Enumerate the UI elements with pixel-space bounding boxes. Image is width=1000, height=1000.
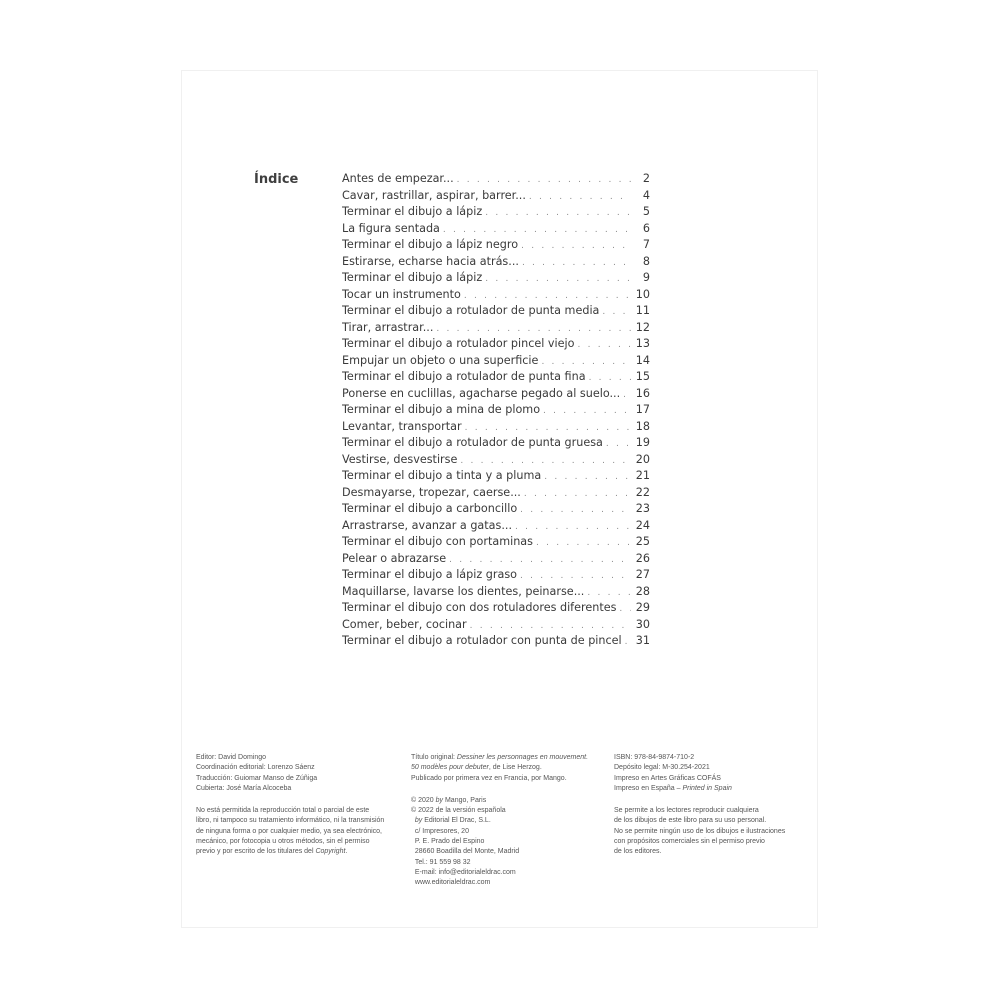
toc-entry-title: Tirar, arrastrar... — [342, 320, 434, 334]
toc-entry-page: 30 — [635, 617, 650, 631]
toc-leader-dots — [623, 387, 631, 403]
toc-entry — [342, 468, 650, 485]
address-line: 28660 Boadilla del Monte, Madrid — [414, 848, 520, 856]
toc-entry-title: Terminar el dibujo a rotulador de punta media — [342, 304, 600, 317]
original-title: Título original: Dessiner les personnages en mouvement. — [411, 754, 589, 761]
toc-leader-dots — [544, 469, 631, 485]
toc-entry-title: Terminar el dibujo a carboncillo — [342, 502, 518, 515]
toc-entry-page: 22 — [635, 485, 650, 499]
credits-column — [196, 753, 386, 858]
toc-entry — [342, 551, 650, 568]
website-text: www.editorialeldrac.com — [414, 879, 491, 887]
credit-translation: Traducción: Guiomar Manso de Zúñiga — [196, 774, 318, 782]
toc-leader-dots — [606, 436, 631, 452]
toc-entry-title: Cavar, rastrillar, aspirar, barrer... — [342, 188, 526, 202]
toc-entry — [342, 534, 650, 551]
toc-entry-page: 2 — [642, 172, 650, 185]
toc-entry-page: 13 — [635, 337, 650, 350]
address-line: Tel.: 91 559 98 32 — [414, 858, 471, 866]
toc-entry-page: 10 — [635, 287, 650, 301]
toc-entry — [342, 270, 650, 287]
toc-entry-page: 21 — [635, 469, 650, 482]
toc-entry-title: Levantar, transportar — [342, 419, 462, 433]
toc-leader-dots — [529, 189, 631, 205]
toc-leader-dots — [449, 552, 631, 568]
toc-leader-dots — [485, 271, 631, 287]
toc-entry-page: 27 — [635, 568, 650, 581]
toc-entry-title: Terminar el dibujo a lápiz negro — [342, 238, 519, 251]
toc-leader-dots — [625, 634, 631, 650]
toc-leader-dots — [521, 238, 631, 254]
toc-entry-page: 12 — [635, 320, 650, 334]
permission-line: de los dibujos de este libro para su uso personal. — [614, 817, 767, 825]
toc-entry-title: La figura sentada — [342, 221, 440, 235]
toc-entry-title: Terminar el dibujo a rotulador de punta fina — [342, 370, 586, 383]
toc-entry-page: 4 — [642, 188, 650, 202]
toc-leader-dots — [520, 502, 631, 518]
toc-leader-dots — [543, 403, 631, 419]
publication-column — [411, 753, 601, 889]
toc-entry-page: 18 — [635, 419, 650, 433]
toc-entry-title: Terminar el dibujo con portaminas — [342, 535, 533, 548]
toc-entry-title: Terminar el dibujo a lápiz — [342, 271, 483, 284]
rights-line: previo y por escrito de los titulares del Copyright. — [196, 848, 348, 856]
isbn: ISBN: 978-84-9874-710-2 — [614, 754, 695, 761]
toc-entry-page: 14 — [635, 353, 650, 367]
toc-entry — [342, 485, 650, 502]
toc-entry-title: Tocar un instrumento — [342, 287, 461, 301]
toc-entry-page: 19 — [635, 436, 650, 449]
toc-entry-title: Maquillarse, lavarse los dientes, peinarse... — [342, 584, 585, 598]
toc-entry — [342, 237, 650, 254]
credit-cover: Cubierta: José María Alcoceba — [196, 784, 292, 792]
toc-entry-page: 9 — [642, 271, 650, 284]
toc-entry — [342, 386, 650, 403]
toc-entry-page: 23 — [635, 502, 650, 515]
toc-leader-dots — [578, 337, 632, 353]
toc-entry-title: Pelear o abrazarse — [342, 551, 447, 565]
toc-entry-title: Estirarse, echarse hacia atrás... — [342, 254, 519, 268]
toc-entry — [342, 287, 650, 304]
toc-entry-page: 24 — [635, 518, 650, 532]
toc-entry-title: Vestirse, desvestirse — [342, 452, 458, 466]
toc-entry — [342, 501, 650, 518]
first-publication: Publicado por primera vez en Francia, por Mango. — [411, 774, 567, 782]
toc-entry-page: 8 — [642, 254, 650, 268]
toc-entry — [342, 419, 650, 436]
toc-entry — [342, 633, 650, 650]
toc-entry-page: 5 — [642, 205, 650, 218]
toc-leader-dots — [457, 172, 631, 188]
toc-leader-dots — [465, 420, 631, 436]
credit-editor: Editor: David Domingo — [196, 754, 267, 761]
address-line: c/ Impresores, 20 — [414, 827, 469, 835]
toc-entry-title: Terminar el dibujo a mina de plomo — [342, 403, 541, 416]
toc-entry — [342, 336, 650, 353]
email-text: E-mail: info@editorialeldrac.com — [414, 868, 516, 876]
toc-entry-title: Ponerse en cuclillas, agacharse pegado al suelo... — [342, 386, 621, 400]
toc-entry — [342, 584, 650, 601]
toc-entry-page: 26 — [635, 551, 650, 565]
toc-entry — [342, 617, 650, 634]
toc-leader-dots — [485, 205, 631, 221]
toc-entry-page: 20 — [635, 452, 650, 466]
toc-entry — [342, 567, 650, 584]
toc-entry-title: Terminar el dibujo con dos rotuladores diferentes — [342, 601, 617, 614]
index-heading: Índice — [254, 172, 299, 187]
toc-leader-dots — [522, 255, 631, 271]
toc-entry — [342, 303, 650, 320]
permission-line: de los editores. — [614, 848, 662, 856]
toc-entry-title: Terminar el dibujo a rotulador con punta de pincel — [342, 634, 622, 647]
permission-line: Se permite a los lectores reproducir cualquiera — [614, 807, 759, 815]
publisher-name: by Editorial El Drac, S.L. — [414, 817, 491, 825]
toc-entry-title: Antes de empezar... — [342, 172, 454, 185]
printer: Impreso en Artes Gráficas COFÁS — [614, 774, 721, 782]
toc-entry-page: 17 — [635, 403, 650, 416]
toc-entry-title: Terminar el dibujo a rotulador pincel viejo — [342, 337, 575, 350]
legal-deposit: Depósito legal: M-30.254-2021 — [614, 764, 710, 772]
permission-line: No se permite ningún uso de los dibujos e ilustraciones — [614, 827, 786, 835]
toc-leader-dots — [464, 288, 631, 304]
toc-leader-dots — [460, 453, 631, 469]
toc-leader-dots — [541, 354, 631, 370]
toc-leader-dots — [524, 486, 631, 502]
toc-entry — [342, 171, 650, 188]
toc-entry-title: Arrastrarse, avanzar a gatas... — [342, 518, 513, 532]
toc-leader-dots — [536, 535, 631, 551]
toc-entry — [342, 402, 650, 419]
toc-entry — [342, 518, 650, 535]
toc-entry-page: 11 — [635, 304, 650, 317]
rights-line: de ninguna forma o por cualquier medio, ya sea electrónico, — [196, 827, 382, 835]
toc-entry-title: Desmayarse, tropezar, caerse... — [342, 485, 521, 499]
toc-entry-title: Terminar el dibujo a lápiz graso — [342, 568, 518, 581]
toc-leader-dots — [587, 585, 631, 601]
toc-entry-page: 6 — [642, 221, 650, 235]
toc-entry-page: 31 — [635, 634, 650, 647]
toc-entry-page: 7 — [642, 238, 650, 251]
toc-entry-title: Comer, beber, cocinar — [342, 617, 467, 631]
toc-entry-title: Terminar el dibujo a rotulador de punta gruesa — [342, 436, 603, 449]
toc-entry-page: 16 — [635, 386, 650, 400]
rights-line: No está permitida la reproducción total o parcial de este — [196, 807, 370, 815]
toc-entry-page: 15 — [635, 370, 650, 383]
original-subtitle: 50 modèles pour debuter, de Lise Herzog. — [411, 764, 542, 772]
printed-in: Impreso en España – Printed in Spain — [614, 784, 732, 792]
toc-leader-dots — [619, 601, 631, 617]
toc-entry — [342, 204, 650, 221]
toc-entry-page: 25 — [635, 535, 650, 548]
table-of-contents — [342, 171, 650, 650]
toc-entry-page: 29 — [635, 601, 650, 614]
toc-leader-dots — [520, 568, 631, 584]
toc-entry-title: Empujar un objeto o una superficie — [342, 353, 539, 367]
toc-leader-dots — [470, 618, 631, 634]
toc-leader-dots — [443, 222, 631, 238]
credit-coordination: Coordinación editorial: Lorenzo Sáenz — [196, 764, 315, 772]
toc-entry-page: 28 — [635, 584, 650, 598]
rights-line: mecánico, por fotocopia u otros métodos, sin el permiso — [196, 838, 370, 846]
toc-entry — [342, 452, 650, 469]
address-line: P. E. Prado del Espino — [414, 838, 485, 846]
toc-entry-title: Terminar el dibujo a tinta y a pluma — [342, 469, 542, 482]
toc-leader-dots — [589, 370, 631, 386]
toc-leader-dots — [436, 321, 631, 337]
toc-entry — [342, 435, 650, 452]
permission-line: con propósitos comerciales sin el permiso previo — [614, 838, 765, 846]
toc-leader-dots — [515, 519, 631, 535]
toc-entry — [342, 600, 650, 617]
toc-entry — [342, 320, 650, 337]
toc-entry-title: Terminar el dibujo a lápiz — [342, 205, 483, 218]
copyright-spanish: © 2022 de la versión española — [411, 807, 506, 815]
toc-entry — [342, 188, 650, 205]
toc-entry — [342, 369, 650, 386]
toc-entry — [342, 254, 650, 271]
copyright-original: © 2020 by Mango, Paris — [411, 796, 487, 804]
rights-line: libro, ni tampoco su tratamiento informático, ni la transmisión — [196, 817, 385, 825]
toc-leader-dots — [602, 304, 631, 320]
toc-entry — [342, 221, 650, 238]
legal-column — [614, 753, 804, 858]
toc-entry — [342, 353, 650, 370]
